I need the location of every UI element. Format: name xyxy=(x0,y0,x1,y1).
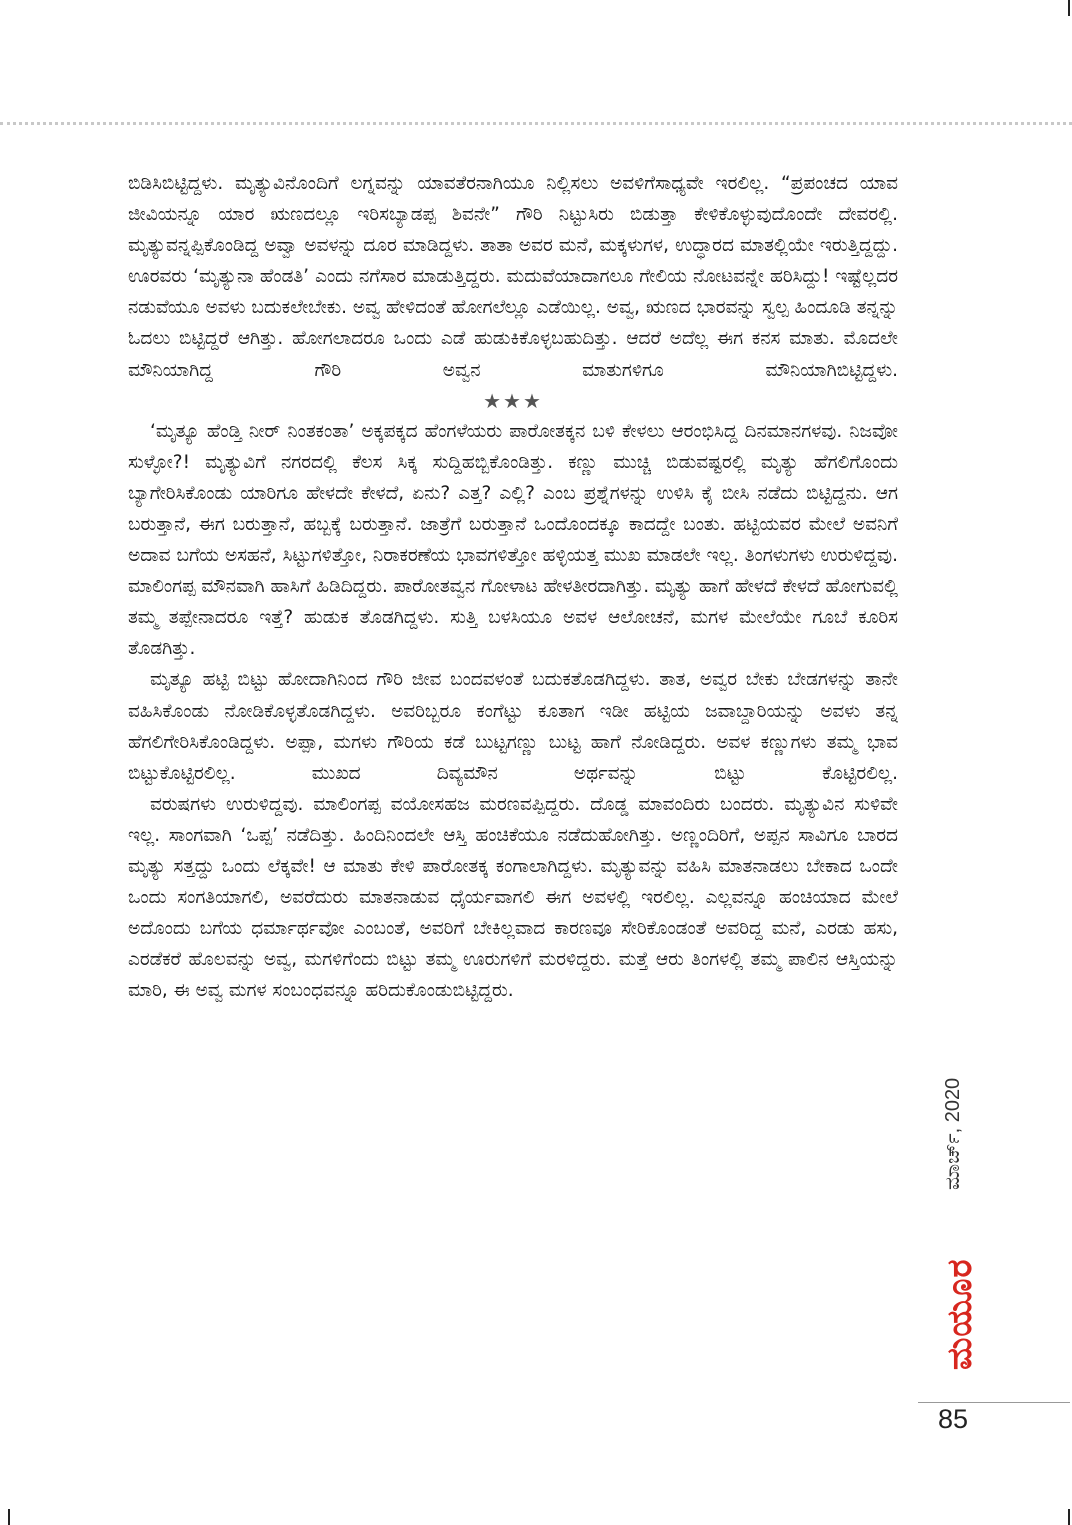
article-paragraph: ಮೃತ್ಯೂ ಹಟ್ಟಿ ಬಿಟ್ಟು ಹೋದಾಗಿನಿಂದ ಗೌರಿ ಜೀವ ಬಂದವಳಂತೆ ಬದುಕತೊಡಗಿದ್ದಳು. ತಾತ, ಅವ್ವರ ಬೇಕು ಬೇಡಗಳನ್ನು ತಾನೇ ವಹಿಸಿಕೊಂಡು ನೋಡಿಕೊಳ್ಳತೊಡಗಿದ್ದಳು. ಅವರಿಬ್ಬರೂ ಕಂಗೆಟ್ಟು ಕೂತಾಗ ಇಡೀ ಹಟ್ಟಿಯ ಜವಾಬ್ದಾರಿಯನ್ನು ಅವಳು ತನ್ನ ಹೆಗಲಿಗೇರಿಸಿಕೊಂಡಿದ್ದಳು. ಅಪ್ಪಾ, ಮಗಳು ಗೌರಿಯ ಕಡೆ ಬುಟ್ಟಗಣ್ಣು ಬುಟ್ಟ ಹಾಗೆ ನೋಡಿದ್ದರು. ಅವಳ ಕಣ್ಣುಗಳು ತಮ್ಮ ಭಾವ ಬಿಟ್ಟುಕೊಟ್ಟಿರಲಿಲ್ಲ. ಮುಖದ ದಿವ್ಯಮೌನ ಅರ್ಥವನ್ನು ಬಿಟ್ಟು ಕೊಟ್ಟಿರಲಿಲ್ಲ. xyxy=(128,669,898,784)
article-paragraph: ಬಿಡಿಸಿಬಿಟ್ಟಿದ್ದಳು. ಮೃತ್ಯುವಿನೊಂದಿಗೆ ಲಗ್ನವನ್ನು ಯಾವತೆರನಾಗಿಯೂ ನಿಲ್ಲಿಸಲು ಅವಳಿಗೆಸಾಧ್ಯವೇ ಇರಲಿಲ್ಲ. “ಪ್ರಪಂಚದ ಯಾವ ಜೀವಿಯನ್ನೂ ಯಾರ ಋಣದಲ್ಲೂ ಇರಿಸಬ್ಯಾಡಪ್ಪ ಶಿವನೇ” ಗೌರಿ ನಿಟ್ಟುಸಿರು ಬಿಡುತ್ತಾ ಕೇಳಿಕೊಳ್ಳುವುದೊಂದೇ ದೇವರಲ್ಲಿ. ಮೃತ್ಯುವನ್ನಪ್ಪಿಕೊಂಡಿದ್ದ ಅವ್ವಾ ಅವಳನ್ನು ದೂರ ಮಾಡಿದ್ದಳು. ತಾತಾ ಅವರ ಮನೆ, ಮಕ್ಕಳುಗಳ, ಉದ್ಧಾರದ ಮಾತಲ್ಲಿಯೇ ಇರುತ್ತಿದ್ದದ್ದು. ಊರವರು ‘ಮೃತ್ಯುನಾ ಹೆಂಡತಿ’ ಎಂದು ನಗೆಸಾರ ಮಾಡುತ್ತಿದ್ದರು. ಮದುವೆಯಾದಾಗಲೂ ಗೇಲಿಯ ನೋಟವನ್ನೇ ಹರಿಸಿದ್ದು! ಇಷ್ಟೆಲ್ಲದರ ನಡುವೆಯೂ ಅವಳು ಬದುಕಲೇಬೇಕು. ಅವ್ವ ಹೇಳಿದಂತೆ ಹೋಗಲೆಲ್ಲೂ ಎಡೆಯಿಲ್ಲ. ಅವ್ವ, ಋಣದ ಭಾರವನ್ನು ಸ್ವಲ್ಪ ಹಿಂದೂಡಿ ತನ್ನನ್ನು ಓದಲು ಬಿಟ್ಟಿದ್ದರೆ ಆಗಿತ್ತು. ಹೋಗಲಾದರೂ ಒಂದು ಎಡೆ ಹುಡುಕಿಕೊಳ್ಳಬಹುದಿತ್ತು. ಆದರೆ ಅದೆಲ್ಲ ಈಗ ಕನಸ ಮಾತು. ಮೊದಲೇ ಮೌನಿಯಾಗಿದ್ದ ಗೌರಿ ಅವ್ವನ ಮಾತುಗಳಿಗೂ ಮೌನಿಯಾಗಿಬಿಟ್ಟಿದ್ದಳು. xyxy=(128,173,898,381)
article-paragraph: ‘ಮೃತ್ಯೂ ಹೆಂಡ್ತಿ ನೀರ್ ನಿಂತಕಂತಾ’ ಅಕ್ಕಪಕ್ಕದ ಹೆಂಗಳೆಯರು ಪಾರೋತಕ್ಕನ ಬಳಿ ಕೇಳಲು ಆರಂಭಿಸಿದ್ದ ದಿನಮಾನಗಳವು. ನಿಜವೋ ಸುಳ್ಳೋ?! ಮೃತ್ಯುವಿಗೆ ನಗರದಲ್ಲಿ ಕೆಲಸ ಸಿಕ್ಕ ಸುದ್ದಿಹಬ್ಬಿಕೊಂಡಿತ್ತು. ಕಣ್ಣು ಮುಚ್ಚಿ ಬಿಡುವಷ್ಟರಲ್ಲಿ ಮೃತ್ಯು ಹೆಗಲಿಗೊಂದು ಬ್ಯಾಗೇರಿಸಿಕೊಂಡು ಯಾರಿಗೂ ಹೇಳದೇ ಕೇಳದೆ, ಏನು? ಎತ್ತ? ಎಲ್ಲಿ? ಎಂಬ ಪ್ರಶ್ನೆಗಳನ್ನು ಉಳಿಸಿ ಕೈ ಬೀಸಿ ನಡೆದು ಬಿಟ್ಟಿದ್ದನು. ಆಗ ಬರುತ್ತಾನೆ, ಈಗ ಬರುತ್ತಾನೆ, ಹಬ್ಬಕ್ಕೆ ಬರುತ್ತಾನೆ. ಜಾತ್ರೆಗೆ ಬರುತ್ತಾನೆ ಒಂದೊಂದಕ್ಕೂ ಕಾದದ್ದೇ ಬಂತು. ಹಟ್ಟಿಯವರ ಮೇಲೆ ಅವನಿಗೆ ಅದಾವ ಬಗೆಯ ಅಸಹನೆ, ಸಿಟ್ಟುಗಳಿತ್ತೋ, ನಿರಾಕರಣೆಯ ಭಾವಗಳಿತ್ತೋ ಹಳ್ಳಿಯತ್ತ ಮುಖ ಮಾಡಲೇ ಇಲ್ಲ. ತಿಂಗಳುಗಳು ಉರುಳಿದ್ದವು. ಮಾಲಿಂಗಪ್ಪ ಮೌನವಾಗಿ ಹಾಸಿಗೆ ಹಿಡಿದಿದ್ದರು. ಪಾರೋತವ್ವನ ಗೋಳಾಟ ಹೇಳತೀರದಾಗಿತ್ತು. ಮೃತ್ಯು ಹಾಗೆ ಹೇಳದೆ ಕೇಳದೆ ಹೋಗುವಲ್ಲಿ ತಮ್ಮ ತಪ್ಪೇನಾದರೂ ಇತ್ತೆ? ಹುಡುಕ ತೊಡಗಿದ್ದಳು. ಸುತ್ತಿ ಬಳಸಿಯೂ ಅವಳ ಆಲೋಚನೆ, ಮಗಳ ಮೇಲೆಯೇ ಗೂಬೆ ಕೂರಿಸ ತೊಡಗಿತ್ತು. xyxy=(128,420,898,660)
page-number: 85 xyxy=(938,1404,969,1434)
magazine-logo: ಮಯೂರ xyxy=(940,1258,980,1370)
page-number-rule xyxy=(918,1402,1070,1403)
issue-date: ಮಾರ್ಚ್, 2020 xyxy=(942,1077,964,1190)
crop-mark-bottom-right xyxy=(1068,1509,1070,1525)
crop-mark-bottom-left xyxy=(8,1509,10,1525)
crop-mark-top-right xyxy=(1068,0,1070,16)
section-separator: ★★★ xyxy=(483,388,543,413)
article-paragraph: ವರುಷಗಳು ಉರುಳಿದ್ದವು. ಮಾಲಿಂಗಪ್ಪ ವಯೋಸಹಜ ಮರಣವಪ್ಪಿದ್ದರು. ದೊಡ್ಡ ಮಾವಂದಿರು ಬಂದರು. ಮೃತ್ಯುವಿನ ಸುಳಿವೇ ಇಲ್ಲ. ಸಾಂಗವಾಗಿ ‘ಒಪ್ಪ’ ನಡೆದಿತ್ತು. ಹಿಂದಿನಿಂದಲೇ ಆಸ್ತಿ ಹಂಚಿಕೆಯೂ ನಡೆದುಹೋಗಿತ್ತು. ಅಣ್ಣಂದಿರಿಗೆ, ಅಪ್ಪನ ಸಾವಿಗೂ ಬಾರದ ಮೃತ್ಯು ಸತ್ತದ್ದು ಒಂದು ಲೆಕ್ಕವೇ! ಆ ಮಾತು ಕೇಳಿ ಪಾರೋತಕ್ಕ ಕಂಗಾಲಾಗಿದ್ದಳು. ಮೃತ್ಯುವನ್ನು ವಹಿಸಿ ಮಾತನಾಡಲು ಬೇಕಾದ ಒಂದೇ ಒಂದು ಸಂಗತಿಯಾಗಲಿ, ಅವರೆದುರು ಮಾತನಾಡುವ ಧೈರ್ಯವಾಗಲಿ ಈಗ ಅವಳಲ್ಲಿ ಇರಲಿಲ್ಲ. ಎಲ್ಲವನ್ನೂ ಹಂಚಿಯಾದ ಮೇಲೆ ಅದೊಂದು ಬಗೆಯ ಧರ್ಮಾರ್ಥವೋ ಎಂಬಂತೆ, ಅವರಿಗೆ ಬೇಕಿಲ್ಲವಾದ ಕಾರಣವೂ ಸೇರಿಕೊಂಡಂತೆ ಅವರಿದ್ದ ಮನೆ, ಎರಡು ಹಸು, ಎರಡೆಕರೆ ಹೊಲವನ್ನು ಅವ್ವ, ಮಗಳಿಗೆಂದು ಬಿಟ್ಟು ತಮ್ಮ ಊರುಗಳಿಗೆ ಮರಳಿದ್ದರು. ಮತ್ತೆ ಆರು ತಿಂಗಳಲ್ಲಿ ತಮ್ಮ ಪಾಲಿನ ಆಸ್ತಿಯನ್ನು ಮಾರಿ, ಈ ಅವ್ವ ಮಗಳ ಸಂಬಂಧವನ್ನೂ ಹರಿದುಕೊಂಡುಬಿಟ್ಟಿದ್ದರು. xyxy=(128,793,898,1002)
article-body xyxy=(128,168,898,1398)
header-dotted-rule xyxy=(0,122,1072,125)
